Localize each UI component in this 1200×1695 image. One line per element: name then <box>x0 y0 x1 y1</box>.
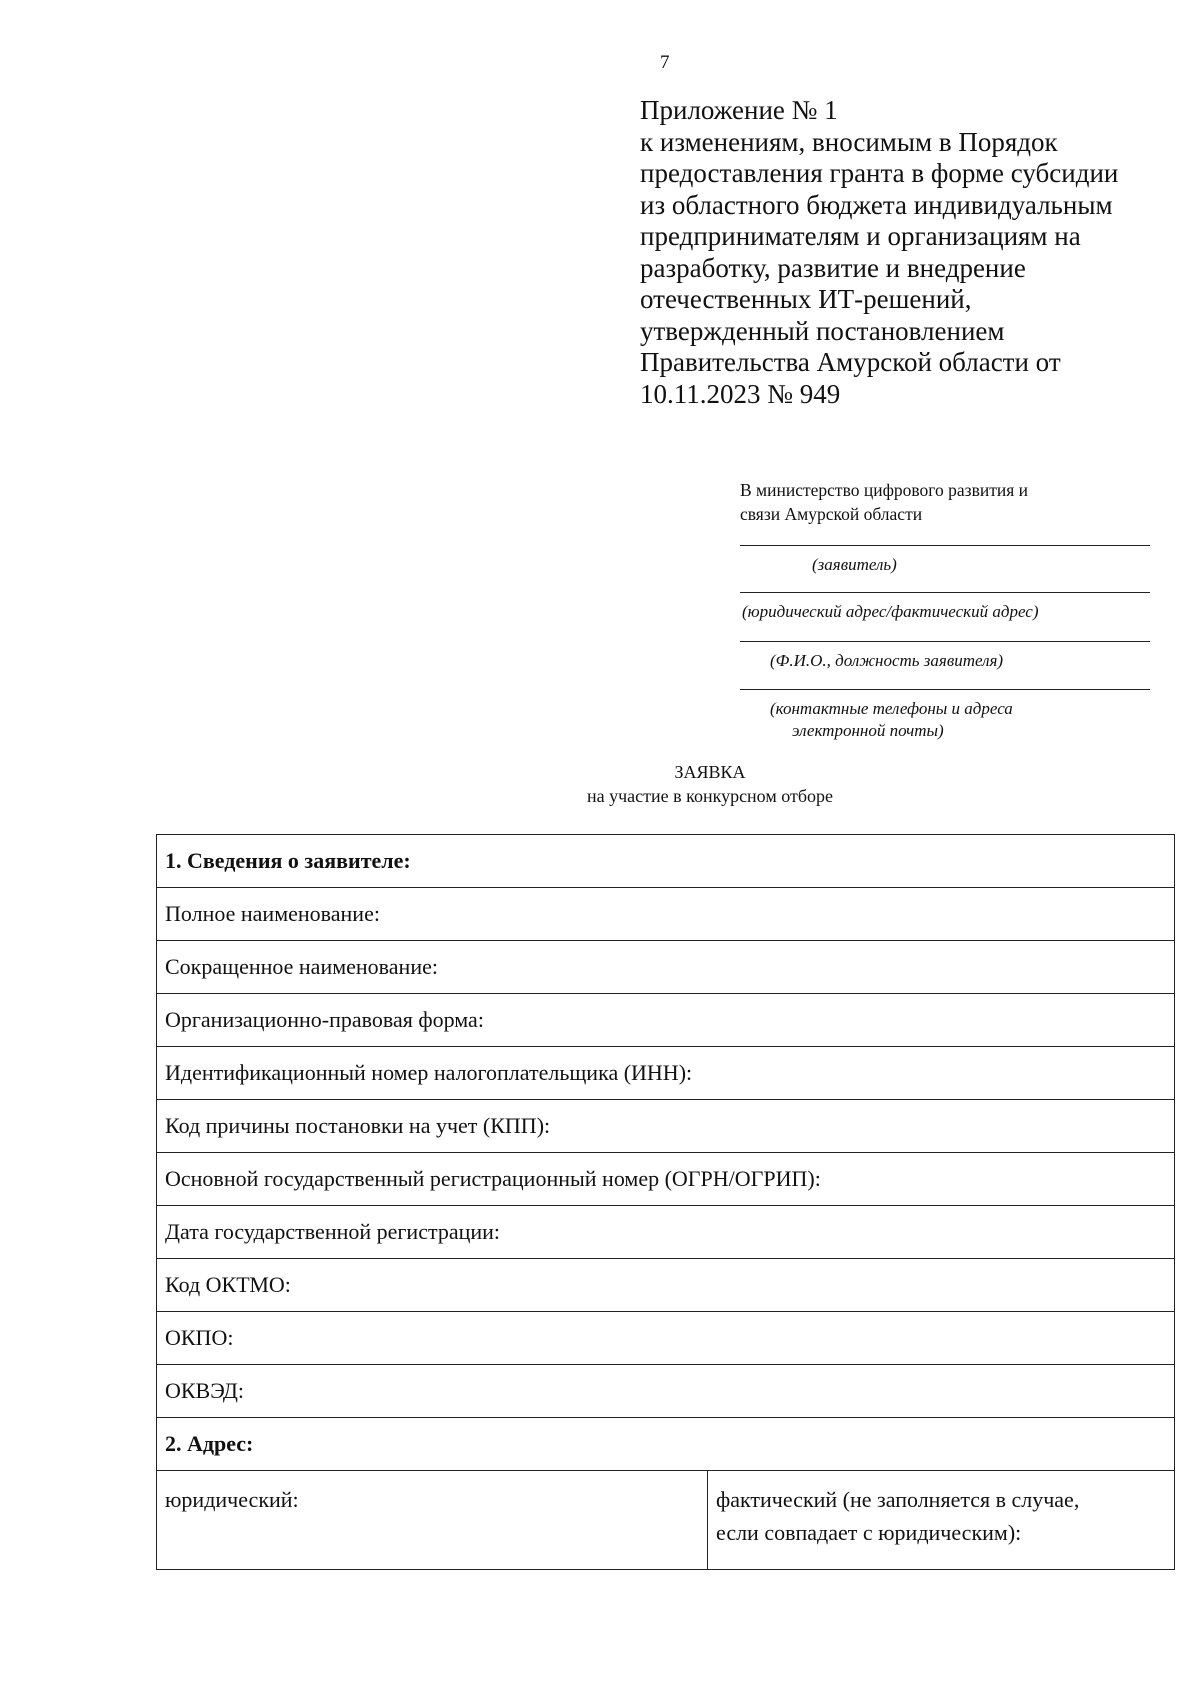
field-ogrn[interactable]: Основной государственный регистрационный номер (ОГРН/ОГРИП): <box>157 1153 1175 1206</box>
section-applicant-info: 1. Сведения о заявителе: <box>157 835 1175 888</box>
addressee-block <box>740 478 1160 526</box>
table-row <box>157 1259 1175 1312</box>
actual-address-label-cont: если совпадает с юридическим): <box>716 1520 1022 1545</box>
table-row <box>157 1153 1175 1206</box>
address-row <box>157 1471 1175 1570</box>
address-line <box>740 592 1150 593</box>
field-okved[interactable]: ОКВЭД: <box>157 1365 1175 1418</box>
actual-address-label: фактический (не заполняется в случае, <box>716 1487 1080 1512</box>
form-title <box>450 760 970 808</box>
form-heading: ЗАЯВКА <box>674 762 746 782</box>
appendix-line: 10.11.2023 № 949 <box>640 378 841 409</box>
section-row <box>157 1418 1175 1471</box>
appendix-line: Правительства Амурской области от <box>640 347 1061 377</box>
table-row <box>157 1100 1175 1153</box>
applicant-field[interactable] <box>740 545 1150 576</box>
table-row <box>157 888 1175 941</box>
field-full-name[interactable]: Полное наименование: <box>157 888 1175 941</box>
section-row <box>157 835 1175 888</box>
appendix-header <box>640 95 1180 410</box>
table-row <box>157 1312 1175 1365</box>
address-field[interactable] <box>740 592 1150 623</box>
table-row <box>157 1047 1175 1100</box>
table-row <box>157 1206 1175 1259</box>
field-inn[interactable]: Идентификационный номер налогоплательщика (ИНН): <box>157 1047 1175 1100</box>
field-kpp[interactable]: Код причины постановки на учет (КПП): <box>157 1100 1175 1153</box>
field-registration-date[interactable]: Дата государственной регистрации: <box>157 1206 1175 1259</box>
field-legal-form[interactable]: Организационно-правовая форма: <box>157 994 1175 1047</box>
form-subheading: на участие в конкурсном отборе <box>586 786 834 806</box>
contacts-field[interactable] <box>740 689 1150 742</box>
field-actual-address[interactable] <box>708 1471 1175 1570</box>
appendix-line: утвержденный постановлением <box>640 315 1005 346</box>
fio-field[interactable] <box>740 641 1150 672</box>
fio-caption: (Ф.И.О., должность заявителя) <box>770 651 1004 670</box>
page-number: 7 <box>660 52 670 73</box>
appendix-line: Приложение № 1 <box>640 95 838 125</box>
application-table <box>156 834 1175 1570</box>
appendix-line: предпринимателям и организациям на <box>640 221 1081 251</box>
applicant-caption: (заявитель) <box>812 555 897 574</box>
appendix-line: отечественных ИТ-решений, <box>640 284 972 314</box>
appendix-line: к изменениям, вносимым в Порядок <box>640 126 1058 157</box>
appendix-line: из областного бюджета индивидуальным <box>640 189 1113 220</box>
appendix-line: разработку, развитие и внедрение <box>640 252 1026 283</box>
applicant-line <box>740 545 1150 546</box>
table-row <box>157 941 1175 994</box>
field-legal-address[interactable]: юридический: <box>157 1471 708 1570</box>
contacts-line <box>740 689 1150 690</box>
address-caption: (юридический адрес/фактический адрес) <box>742 602 1039 621</box>
contacts-caption-cont: электронной почты) <box>792 721 944 740</box>
table-row <box>157 1365 1175 1418</box>
contacts-caption: (контактные телефоны и адреса <box>770 699 1013 718</box>
table-row <box>157 994 1175 1047</box>
addressee-line: В министерство цифрового развития и <box>740 480 1029 500</box>
field-okpo[interactable]: ОКПО: <box>157 1312 1175 1365</box>
field-oktmo[interactable]: Код ОКТМО: <box>157 1259 1175 1312</box>
addressee-line: связи Амурской области <box>740 504 923 524</box>
section-address: 2. Адрес: <box>157 1418 1175 1471</box>
appendix-line: предоставления гранта в форме субсидии <box>640 158 1119 188</box>
field-short-name[interactable]: Сокращенное наименование: <box>157 941 1175 994</box>
fio-line <box>740 641 1150 642</box>
